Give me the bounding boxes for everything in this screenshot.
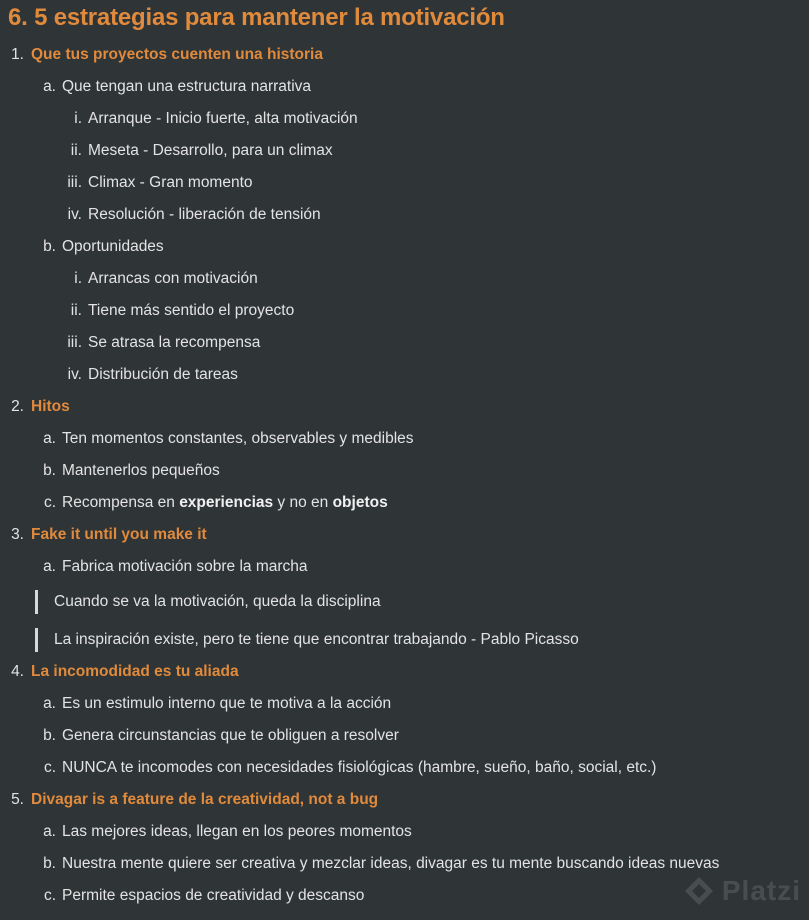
- list-item-1a-i: [64, 103, 358, 135]
- list-item-1b-iv: [64, 359, 238, 391]
- list-item-text: Se atrasa la recompensa: [88, 334, 261, 351]
- section-heading: La incomodidad es tu aliada: [31, 663, 239, 680]
- list-marker: i.: [74, 270, 82, 287]
- list-item-1a: [38, 71, 311, 103]
- list-item-2: [4, 391, 70, 423]
- list-marker: iv.: [67, 206, 82, 223]
- list-item-2c: [38, 487, 388, 519]
- list-item-text: Arranque - Inicio fuerte, alta motivación: [88, 110, 358, 127]
- list-marker: a.: [43, 823, 56, 840]
- section-heading: Que tus proyectos cuenten una historia: [31, 46, 323, 63]
- list-marker: b.: [43, 855, 56, 872]
- list-item-4: [4, 656, 239, 688]
- list-marker: iii.: [67, 334, 82, 351]
- blockquote: Cuando se va la motivación, queda la disciplina: [35, 590, 381, 614]
- list-marker: i.: [74, 110, 82, 127]
- list-item-text: Mantenerlos pequeños: [62, 462, 220, 479]
- list-marker: 4.: [11, 663, 24, 680]
- list-marker: a.: [43, 558, 56, 575]
- list-item-text: Fabrica motivación sobre la marcha: [62, 558, 308, 575]
- list-marker: c.: [43, 494, 56, 511]
- list-marker: b.: [43, 727, 56, 744]
- list-item-1b-i: [64, 263, 258, 295]
- list-marker: 3.: [11, 526, 24, 543]
- list-item-text: Genera circunstancias que te obliguen a resolver: [62, 727, 399, 744]
- section-heading: Divagar is a feature de la creatividad, not a bug: [31, 791, 379, 808]
- list-item-2a: [38, 423, 414, 455]
- list-item-text: Arrancas con motivación: [88, 270, 258, 287]
- section-heading: Fake it until you make it: [31, 526, 207, 543]
- list-marker: a.: [43, 695, 56, 712]
- list-marker: c.: [43, 759, 56, 776]
- list-marker: b.: [43, 462, 56, 479]
- bold-text: experiencias: [179, 494, 274, 511]
- list-marker: 2.: [11, 398, 24, 415]
- list-item-text-pre: Recompensa en: [62, 494, 180, 511]
- list-item-1b-iii: [64, 327, 260, 359]
- platzi-logo-icon: [682, 874, 716, 908]
- list-marker: iii.: [67, 174, 82, 191]
- list-item-4a: [38, 688, 391, 720]
- list-item-text: Permite espacios de creatividad y descanso: [62, 887, 365, 904]
- list-item-5: [4, 784, 378, 816]
- list-item-text: Que tengan una estructura narrativa: [62, 78, 312, 95]
- list-marker: 5.: [11, 791, 24, 808]
- list-item-1a-iii: [64, 167, 253, 199]
- list-item-1a-iv: [64, 199, 321, 231]
- list-item-3: [4, 519, 207, 551]
- list-item-text: Distribución de tareas: [88, 366, 238, 383]
- platzi-watermark: [682, 874, 801, 908]
- list-item-1: [4, 39, 323, 71]
- blockquote: La inspiración existe, pero te tiene que encontrar trabajando - Pablo Picasso: [35, 628, 579, 652]
- page-title: 6. 5 estrategias para mantener la motivación: [8, 4, 505, 31]
- list-marker: b.: [43, 238, 56, 255]
- list-item-1b: [38, 231, 164, 263]
- list-item-4c: [38, 752, 656, 784]
- list-item-2b: [38, 455, 220, 487]
- list-item-text: Ten momentos constantes, observables y medibles: [62, 430, 414, 447]
- list-marker: ii.: [70, 142, 82, 159]
- bold-text: objetos: [332, 494, 388, 511]
- list-item-text: Tiene más sentido el proyecto: [88, 302, 295, 319]
- list-item-1a-ii: [64, 135, 333, 167]
- list-item-text: Climax - Gran momento: [88, 174, 253, 191]
- list-marker: iv.: [67, 366, 82, 383]
- list-marker: 1.: [11, 46, 24, 63]
- list-marker: ii.: [70, 302, 82, 319]
- list-item-5a: [38, 816, 412, 848]
- list-item-text: NUNCA te incomodes con necesidades fisiológicas (hambre, sueño, baño, social, etc.): [62, 759, 657, 776]
- list-item-text: Oportunidades: [62, 238, 164, 255]
- list-item-text: Meseta - Desarrollo, para un climax: [88, 142, 333, 159]
- list-item-1b-ii: [64, 295, 294, 327]
- watermark-text: Platzi: [721, 875, 801, 906]
- list-item-4b: [38, 720, 399, 752]
- list-item-text-mid: y no en: [273, 494, 333, 511]
- list-marker: c.: [43, 887, 56, 904]
- list-item-3a: [38, 551, 308, 583]
- list-item-text: Resolución - liberación de tensión: [88, 206, 321, 223]
- list-item-5c: [38, 880, 364, 912]
- list-item-5b: [38, 848, 719, 880]
- list-item-text: Las mejores ideas, llegan en los peores momentos: [62, 823, 412, 840]
- list-item-text: Nuestra mente quiere ser creativa y mezclar ideas, divagar es tu mente buscando ideas nuevas: [62, 855, 720, 872]
- section-heading: Hitos: [31, 398, 70, 415]
- list-marker: a.: [43, 430, 56, 447]
- list-item-text: Es un estimulo interno que te motiva a la acción: [62, 695, 392, 712]
- list-marker: a.: [43, 78, 56, 95]
